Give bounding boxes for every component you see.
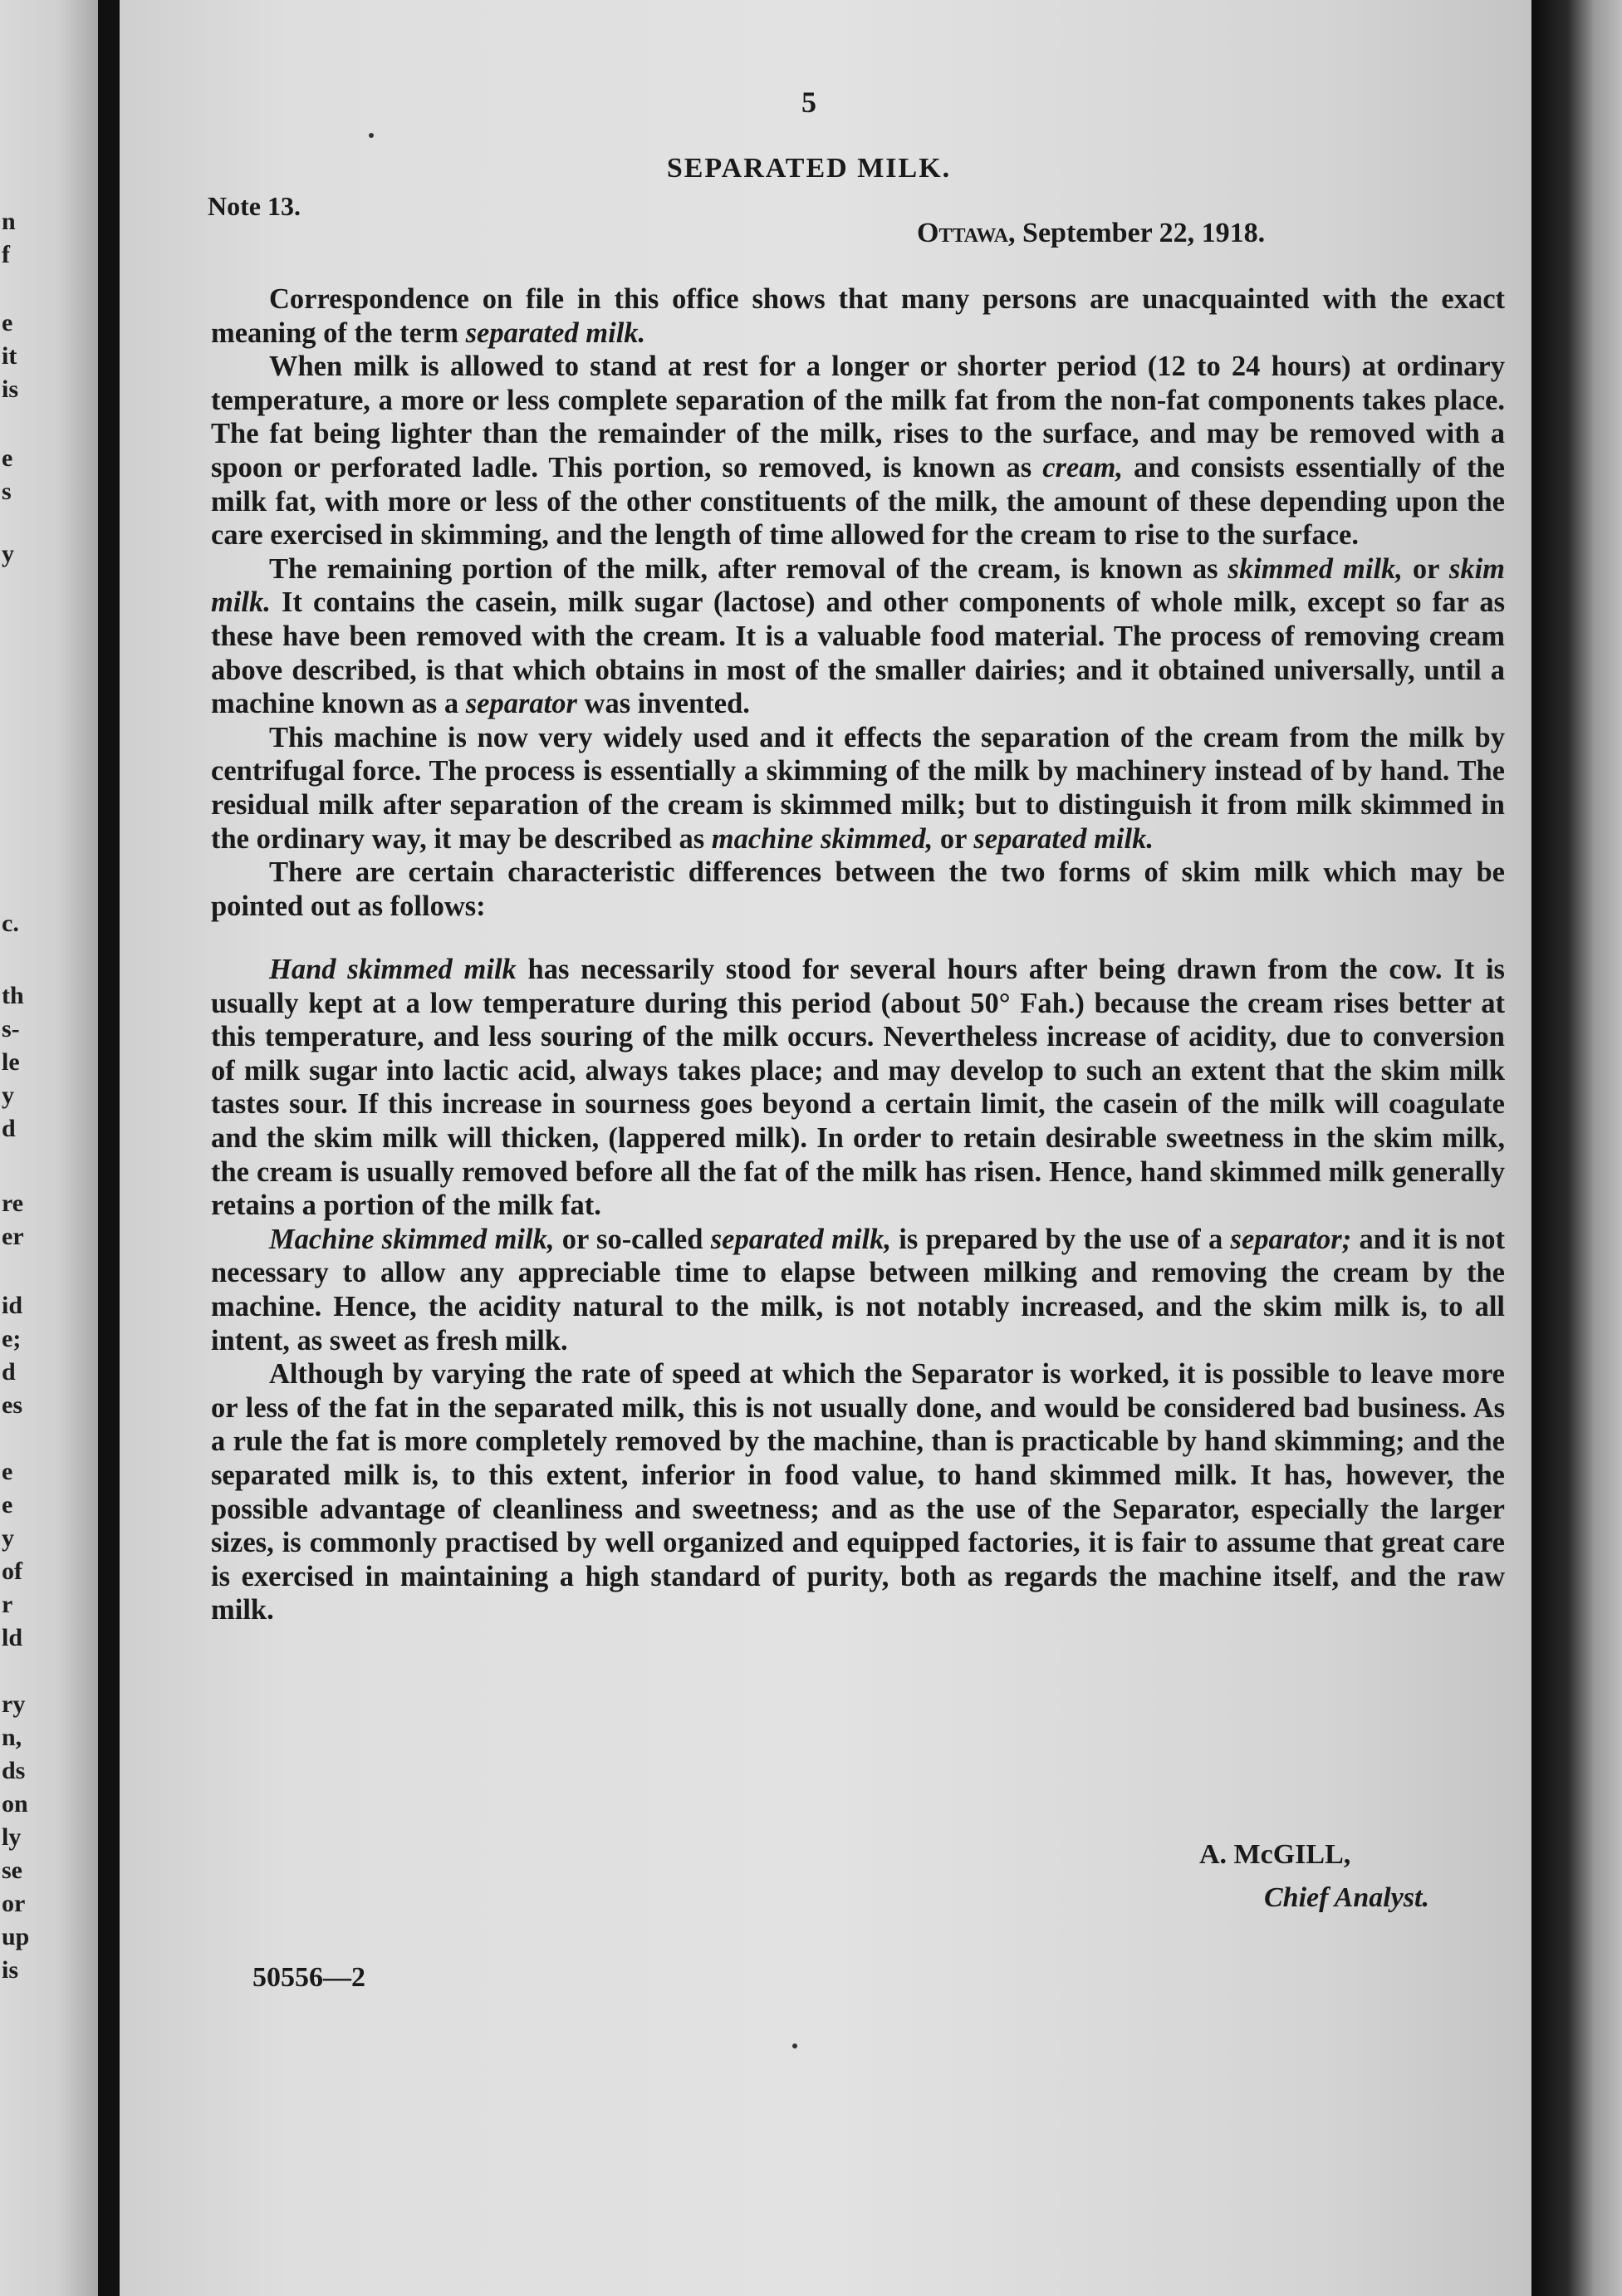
italic-term: separated milk. <box>973 822 1154 855</box>
margin-fragment: e <box>2 444 13 472</box>
binding-gutter <box>98 0 120 2296</box>
margin-fragment: er <box>2 1223 24 1250</box>
scan-speck <box>792 2043 797 2048</box>
dateline-date: , September 22, 1918. <box>1008 218 1266 248</box>
italic-term: separated milk. <box>465 316 646 349</box>
margin-fragment: e <box>2 1458 13 1485</box>
paragraph <box>211 1357 1505 1627</box>
text-run: or <box>933 822 974 855</box>
margin-fragment: c. <box>2 910 19 937</box>
text-run: This machine is now very widely used and it effects the separation of the cream from the milk by centrifugal force. The process is essentially a skimming of the milk by machinery instead of by hand. The residual milk after separation of the cream is skimmed milk; but to distinguish it from milk skimmed in the ordinary way, it may be described as <box>211 721 1505 855</box>
text-run: or <box>1402 552 1449 585</box>
margin-fragment: up <box>2 1923 30 1950</box>
text-run: and it is not necessary to allow any appreciable time to elapse between milking and removing the cream by the machine. Hence, the acidity natural to the milk, is not notably increased, and the skim milk is, to all intent, as sweet as fresh milk. <box>211 1223 1506 1357</box>
text-run: There are certain characteristic differences between the two forms of skim milk which may be pointed out as follows: <box>211 856 1505 922</box>
body-section-intro <box>211 282 1505 923</box>
margin-fragment: es <box>2 1391 22 1419</box>
margin-fragment: n <box>2 208 16 235</box>
document-page <box>120 0 1531 2296</box>
signatory-name: A. McGILL, <box>1199 1839 1351 1870</box>
text-run: When milk is allowed to stand at rest for a longer or shorter period (12 to 24 hours) at ordinary temperature, a more or less complete separation of the milk fat from the non-fat components takes place. The fat being lighter than the remainder of the milk, rises to the surface, and may be removed with a spoon or perforated ladle. This portion, so removed, is known as <box>211 351 1505 483</box>
text-run: Although by varying the rate of speed at which the Separator is worked, it is possible to leave more or less of the fat in the separated milk, this is not usually done, and would be considered bad business. As a rule the fat is more completely removed by the machine, than is practicable by hand skimming; and the separated milk is, to this extent, inferior in food value, to hand skimmed milk. It has, however, the possible advantage of cleanliness and sweetness; and as the use of the Separator, especially the larger sizes, is commonly practised by well organized and equipped factories, it is fair to assume that great care is exercised in maintaining a high standard of purity, both as regards the machine itself, and the raw milk. <box>211 1358 1505 1626</box>
italic-term: separator; <box>1230 1223 1352 1255</box>
margin-fragment: se <box>2 1857 22 1884</box>
margin-fragment: s <box>2 478 12 505</box>
margin-fragment: ly <box>2 1823 22 1851</box>
text-run: and consists essentially of the milk fat, with more or less of the other constituents of the milk, the amount of these depending upon the care exercised in skimming, and the length of time allowed for the cream to rise to the surface. <box>211 451 1505 552</box>
margin-fragment: e <box>2 1491 13 1518</box>
margin-fragment: le <box>2 1048 20 1076</box>
text-run: was invented. <box>576 688 750 720</box>
scan-speck <box>369 133 374 138</box>
margin-fragment: d <box>2 1115 16 1142</box>
margin-fragment: on <box>2 1790 28 1818</box>
italic-term: machine skimmed, <box>711 822 934 855</box>
text-run: has necessarily stood for several hours after being drawn from the cow. It is usually kept at a low temperature during this period (about 50° Fah.) because the cream rises better at this temperature, and less souring of the milk occurs. Nevertheless increase of acidity, due to conversion of milk sugar into lactic acid, always takes place; and may develop to such an extent that the skim milk tastes sour. If this increase in sourness goes beyond a certain limit, the casein of the milk will coagulate and the skim milk will thicken, (lappered milk). In order to retain desirable sweetness in the skim milk, the cream is usually removed before all the fat of the milk has risen. Hence, hand skimmed milk generally retains a portion of the milk fat. <box>211 954 1505 1222</box>
italic-term: separated milk, <box>710 1223 891 1255</box>
margin-fragment: ds <box>2 1757 26 1784</box>
paragraph <box>211 350 1505 552</box>
body-section-comparison <box>211 953 1505 1627</box>
italic-term: skim milk. <box>211 552 1505 619</box>
adjacent-page-edge <box>0 0 98 2296</box>
paragraph <box>211 1223 1505 1357</box>
text-run: The remaining portion of the milk, after removal of the cream, is known as <box>269 552 1228 585</box>
signatory-role: Chief Analyst. <box>1264 1882 1429 1913</box>
text-run: It contains the casein, milk sugar (lactose) and other components of whole milk, except so far as these have been removed with the cream. It is a valuable food material. The process of removing cream above described, is that which obtains in most of the smaller dairies; and it obtained universally, until a machine known as a <box>211 586 1505 720</box>
italic-term: separator <box>465 688 577 720</box>
note-label: Note 13. <box>208 191 301 221</box>
signature-block <box>1075 1839 1429 1914</box>
margin-fragment: of <box>2 1558 22 1585</box>
scanner-edge <box>1531 0 1622 2296</box>
page-number: 5 <box>801 86 816 119</box>
margin-fragment: y <box>2 1082 14 1109</box>
text-run: is prepared by the use of a <box>890 1223 1231 1255</box>
margin-fragment: y <box>2 1524 14 1552</box>
italic-term: Machine skimmed milk, <box>269 1223 555 1255</box>
footer-code: 50556—2 <box>252 1962 365 1993</box>
margin-fragment: ry <box>2 1690 26 1718</box>
dateline <box>917 218 1265 249</box>
text-run: Correspondence on file in this office shows that many persons are unacquainted with the exact meaning of the term <box>211 283 1505 349</box>
italic-term: cream, <box>1042 451 1123 483</box>
margin-fragment: e <box>2 309 13 336</box>
margin-fragment: or <box>2 1890 26 1917</box>
paragraph <box>211 856 1505 923</box>
margin-fragment: d <box>2 1358 16 1386</box>
paragraph <box>211 552 1505 721</box>
italic-term: skimmed milk, <box>1228 552 1403 585</box>
margin-fragment: r <box>2 1591 13 1618</box>
margin-fragment: n, <box>2 1724 22 1751</box>
paragraph <box>211 721 1505 856</box>
text-run: or so-called <box>554 1223 711 1255</box>
margin-fragment: is <box>2 375 19 403</box>
margin-fragment: th <box>2 982 24 1009</box>
margin-fragment: re <box>2 1190 24 1217</box>
dateline-place: Ottawa <box>917 218 1009 248</box>
margin-fragment: y <box>2 540 14 567</box>
margin-fragments <box>0 0 98 2296</box>
margin-fragment: it <box>2 342 17 370</box>
page-title: SEPARATED MILK. <box>666 153 952 184</box>
margin-fragment: id <box>2 1292 23 1319</box>
margin-fragment: is <box>2 1956 19 1984</box>
paragraph <box>211 953 1505 1223</box>
margin-fragment: e; <box>2 1325 22 1352</box>
paragraph <box>211 282 1505 350</box>
margin-fragment: f <box>2 241 10 268</box>
italic-term: Hand skimmed milk <box>269 954 517 985</box>
margin-fragment: ld <box>2 1624 23 1651</box>
margin-fragment: s- <box>2 1015 20 1043</box>
